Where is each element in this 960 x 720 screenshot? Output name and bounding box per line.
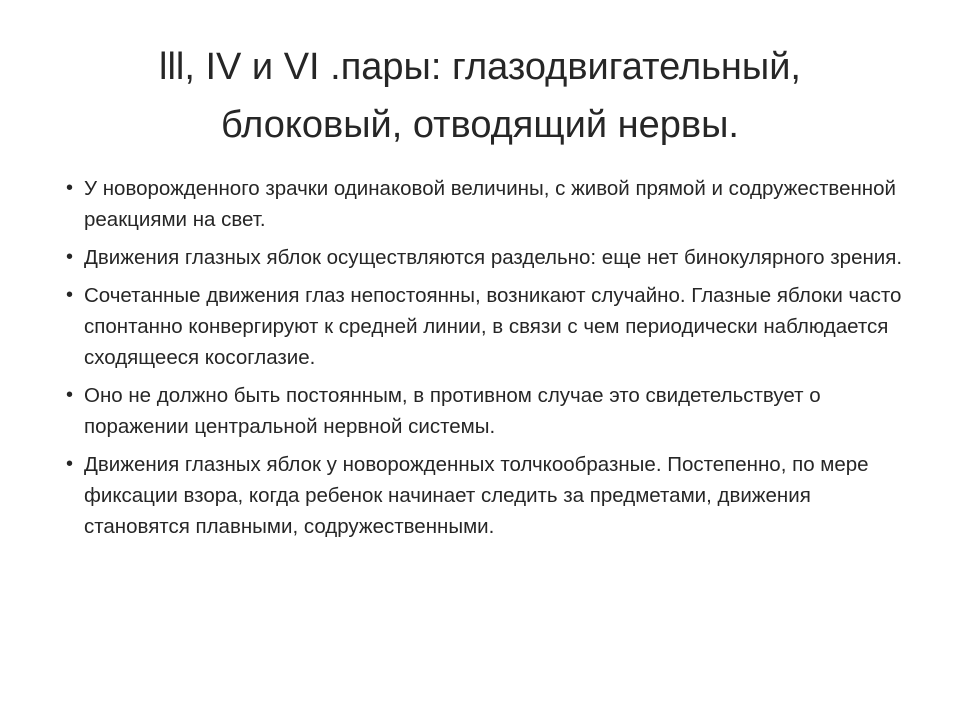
bullet-text: Оно не должно быть постоянным, в противном случае это свидетельствует о поражении центральной нервной системы.	[84, 384, 821, 438]
bullet-text: Движения глазных яблок осуществляются раздельно: еще нет бинокулярного зрения.	[84, 246, 903, 269]
bullet-text: Движения глазных яблок у новорожденных толчкообразные. Постепенно, по мере фиксации взора, когда ребенок начинает следить за предметами, движения становятся плавными, содружественными.	[84, 453, 869, 538]
bullet-icon: •	[66, 384, 74, 406]
bullet-item-4	[66, 380, 916, 442]
bullet-item-2	[66, 242, 916, 273]
bullet-item-3	[66, 280, 916, 373]
bullet-item-5	[66, 449, 916, 542]
bullet-text: Сочетанные движения глаз непостоянны, возникают случайно. Глазные яблоки часто спонтанно конвергируют к средней линии, в связи с чем периодически наблюдается сходящееся косоглазие.	[84, 284, 902, 369]
bullet-item-1	[66, 173, 916, 235]
bullet-text: У новорожденного зрачки одинаковой величины, с живой прямой и содружественной реакциями на свет.	[84, 177, 896, 231]
bullet-icon: •	[66, 284, 74, 306]
bullet-icon: •	[66, 453, 74, 475]
slide-title-line-2: блоковый, отводящий нервы.	[221, 104, 739, 146]
bullet-icon: •	[66, 246, 74, 268]
bullet-list	[66, 173, 916, 549]
bullet-icon: •	[66, 177, 74, 199]
slide-title	[66, 38, 894, 154]
slide-title-line-1: lll, IV и VI .пары: глазодвигательный,	[159, 46, 801, 88]
